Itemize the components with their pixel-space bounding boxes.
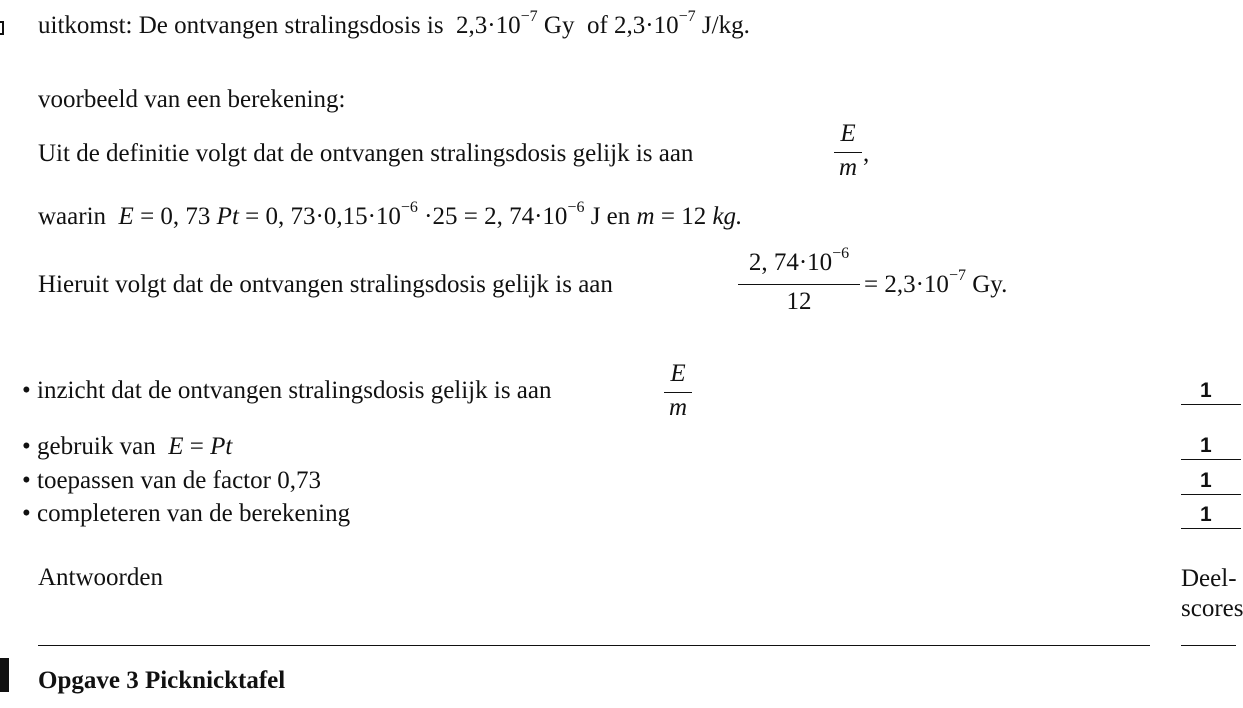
score-4: 1 — [1181, 503, 1241, 529]
criterion-text: inzicht dat de ontvangen stralingsdosis gelijk is aan — [37, 377, 552, 404]
formula-E: E — [168, 433, 184, 460]
divider-main — [38, 645, 1150, 646]
calc-part-1: = 0, 73·0,15·10 — [245, 203, 401, 230]
bullet: • — [22, 433, 31, 460]
criterion-fraction-bar — [664, 392, 692, 393]
result-or: of — [586, 12, 608, 39]
score-2: 1 — [1181, 434, 1241, 460]
dose-result-exponent: −7 — [948, 267, 966, 284]
dose-result-value: = 2,3·10 — [864, 271, 949, 298]
calc-exponent-1: −6 — [400, 199, 418, 216]
criterion-fraction-numerator: E — [670, 360, 686, 387]
symbol-E: E — [118, 203, 134, 230]
section-marker — [0, 658, 9, 692]
bullet: • — [22, 377, 31, 404]
criterion-1 — [22, 377, 552, 405]
symbol-Pt: Pt — [216, 203, 239, 230]
example-line-2 — [38, 199, 743, 231]
example-line-3: Hieruit volgt dat de ontvangen stralingsdosis gelijk is aan — [38, 271, 613, 298]
waarin-label: waarin — [38, 203, 107, 230]
formula-equals: = — [189, 433, 204, 460]
criterion-text: toepassen van de factor 0,73 — [37, 467, 321, 494]
criterion-fraction-denominator: m — [668, 394, 688, 421]
bullet: • — [22, 500, 31, 527]
deelscores-line-2: scores — [1181, 595, 1243, 622]
fraction-dose-numerator — [738, 245, 860, 280]
fraction-dose-denominator: 12 — [786, 288, 812, 315]
deelscores-line-1: Deel- — [1181, 565, 1237, 592]
score-3: 1 — [1181, 469, 1241, 495]
criterion-3 — [22, 467, 321, 495]
section-title: Opgave 3 Picknicktafel — [38, 667, 286, 694]
result-value-1: 2,3·10 — [456, 12, 521, 39]
symbol-m: m — [636, 203, 655, 230]
criterion-text: completeren van de berekening — [37, 500, 351, 527]
criterion-fraction — [664, 360, 692, 422]
result-unit-2: J/kg. — [701, 12, 750, 39]
criterion-text: gebruik van — [37, 433, 156, 460]
result-prefix: uitkomst: De ontvangen stralingsdosis is — [38, 12, 444, 39]
formula-Pt: Pt — [210, 433, 233, 460]
fraction-denominator: m — [838, 154, 858, 181]
result-value-2: 2,3·10 — [614, 12, 679, 39]
deelscores-label — [1181, 564, 1243, 624]
unit-kg: kg. — [712, 203, 743, 230]
mass-value: = 12 — [660, 203, 707, 230]
fraction-numerator: E — [840, 120, 856, 147]
result-exponent-2: −7 — [678, 8, 696, 25]
example-heading: voorbeeld van een berekening: — [38, 86, 346, 113]
unit-j-en: J en — [590, 203, 631, 230]
bullet: • — [22, 467, 31, 494]
criterion-4 — [22, 500, 350, 528]
fraction-dose-num-text: 2, 74·10 — [748, 249, 833, 276]
checkbox-icon — [0, 21, 4, 35]
result-line — [38, 8, 750, 40]
dose-result-unit: Gy. — [972, 271, 1008, 298]
result-unit-1: Gy — [543, 12, 575, 39]
score-1: 1 — [1181, 379, 1241, 405]
calc-part-2: ·25 = 2, 74·10 — [424, 203, 568, 230]
divider-scores — [1181, 645, 1236, 646]
fraction-e-over-m — [834, 120, 862, 182]
criterion-2 — [22, 433, 232, 461]
fraction-dose — [738, 245, 860, 316]
calc-exponent-2: −6 — [567, 199, 585, 216]
result-exponent-1: −7 — [520, 8, 538, 25]
answers-label: Antwoorden — [38, 564, 163, 591]
example-line-1-comma: , — [863, 140, 870, 167]
fraction-dose-bar — [738, 284, 860, 285]
dose-result — [864, 267, 1008, 299]
fraction-dose-num-exponent: −6 — [832, 245, 850, 262]
equals-factor: = 0, 73 — [140, 203, 211, 230]
fraction-bar — [834, 152, 862, 153]
example-line-1: Uit de definitie volgt dat de ontvangen stralingsdosis gelijk is aan — [38, 140, 694, 167]
